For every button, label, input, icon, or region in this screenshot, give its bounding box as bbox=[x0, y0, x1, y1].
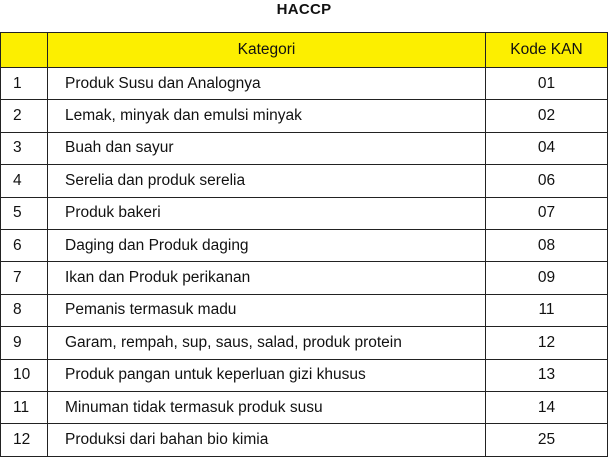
row-kategori: Minuman tidak termasuk produk susu bbox=[48, 391, 486, 423]
table-row bbox=[1, 68, 608, 100]
row-kode-kan: 25 bbox=[486, 424, 608, 456]
row-kode-kan: 12 bbox=[486, 327, 608, 359]
haccp-table bbox=[0, 32, 608, 457]
row-kategori: Produk pangan untuk keperluan gizi khusus bbox=[48, 359, 486, 391]
row-number: 4 bbox=[1, 165, 48, 197]
table-row bbox=[1, 294, 608, 326]
row-kategori: Buah dan sayur bbox=[48, 132, 486, 164]
row-kode-kan: 06 bbox=[486, 165, 608, 197]
table-row bbox=[1, 132, 608, 164]
table-row bbox=[1, 165, 608, 197]
row-kode-kan: 02 bbox=[486, 100, 608, 132]
header-kategori: Kategori bbox=[48, 33, 486, 68]
row-kategori: Produksi dari bahan bio kimia bbox=[48, 424, 486, 456]
table-row bbox=[1, 262, 608, 294]
table-row bbox=[1, 197, 608, 229]
row-kode-kan: 14 bbox=[486, 391, 608, 423]
row-number: 5 bbox=[1, 197, 48, 229]
row-number: 8 bbox=[1, 294, 48, 326]
header-number bbox=[1, 33, 48, 68]
table-row bbox=[1, 100, 608, 132]
row-kode-kan: 13 bbox=[486, 359, 608, 391]
table-row bbox=[1, 359, 608, 391]
row-number: 10 bbox=[1, 359, 48, 391]
row-kategori: Produk bakeri bbox=[48, 197, 486, 229]
header-kode-kan: Kode KAN bbox=[486, 33, 608, 68]
row-kode-kan: 04 bbox=[486, 132, 608, 164]
row-kategori: Lemak, minyak dan emulsi minyak bbox=[48, 100, 486, 132]
row-number: 1 bbox=[1, 68, 48, 100]
row-number: 9 bbox=[1, 327, 48, 359]
row-number: 6 bbox=[1, 229, 48, 261]
table-row bbox=[1, 424, 608, 456]
row-kode-kan: 07 bbox=[486, 197, 608, 229]
row-kode-kan: 11 bbox=[486, 294, 608, 326]
row-kategori: Produk Susu dan Analognya bbox=[48, 68, 486, 100]
row-kategori: Pemanis termasuk madu bbox=[48, 294, 486, 326]
row-kategori: Garam, rempah, sup, saus, salad, produk protein bbox=[48, 327, 486, 359]
row-number: 12 bbox=[1, 424, 48, 456]
table-header-row bbox=[1, 33, 608, 68]
row-number: 3 bbox=[1, 132, 48, 164]
row-kategori: Ikan dan Produk perikanan bbox=[48, 262, 486, 294]
row-kategori: Serelia dan produk serelia bbox=[48, 165, 486, 197]
row-kode-kan: 01 bbox=[486, 68, 608, 100]
row-number: 7 bbox=[1, 262, 48, 294]
table-row bbox=[1, 327, 608, 359]
table-row bbox=[1, 391, 608, 423]
row-number: 2 bbox=[1, 100, 48, 132]
page-title: HACCP bbox=[276, 1, 332, 18]
row-number: 11 bbox=[1, 391, 48, 423]
row-kode-kan: 08 bbox=[486, 229, 608, 261]
table-row bbox=[1, 229, 608, 261]
row-kategori: Daging dan Produk daging bbox=[48, 229, 486, 261]
row-kode-kan: 09 bbox=[486, 262, 608, 294]
